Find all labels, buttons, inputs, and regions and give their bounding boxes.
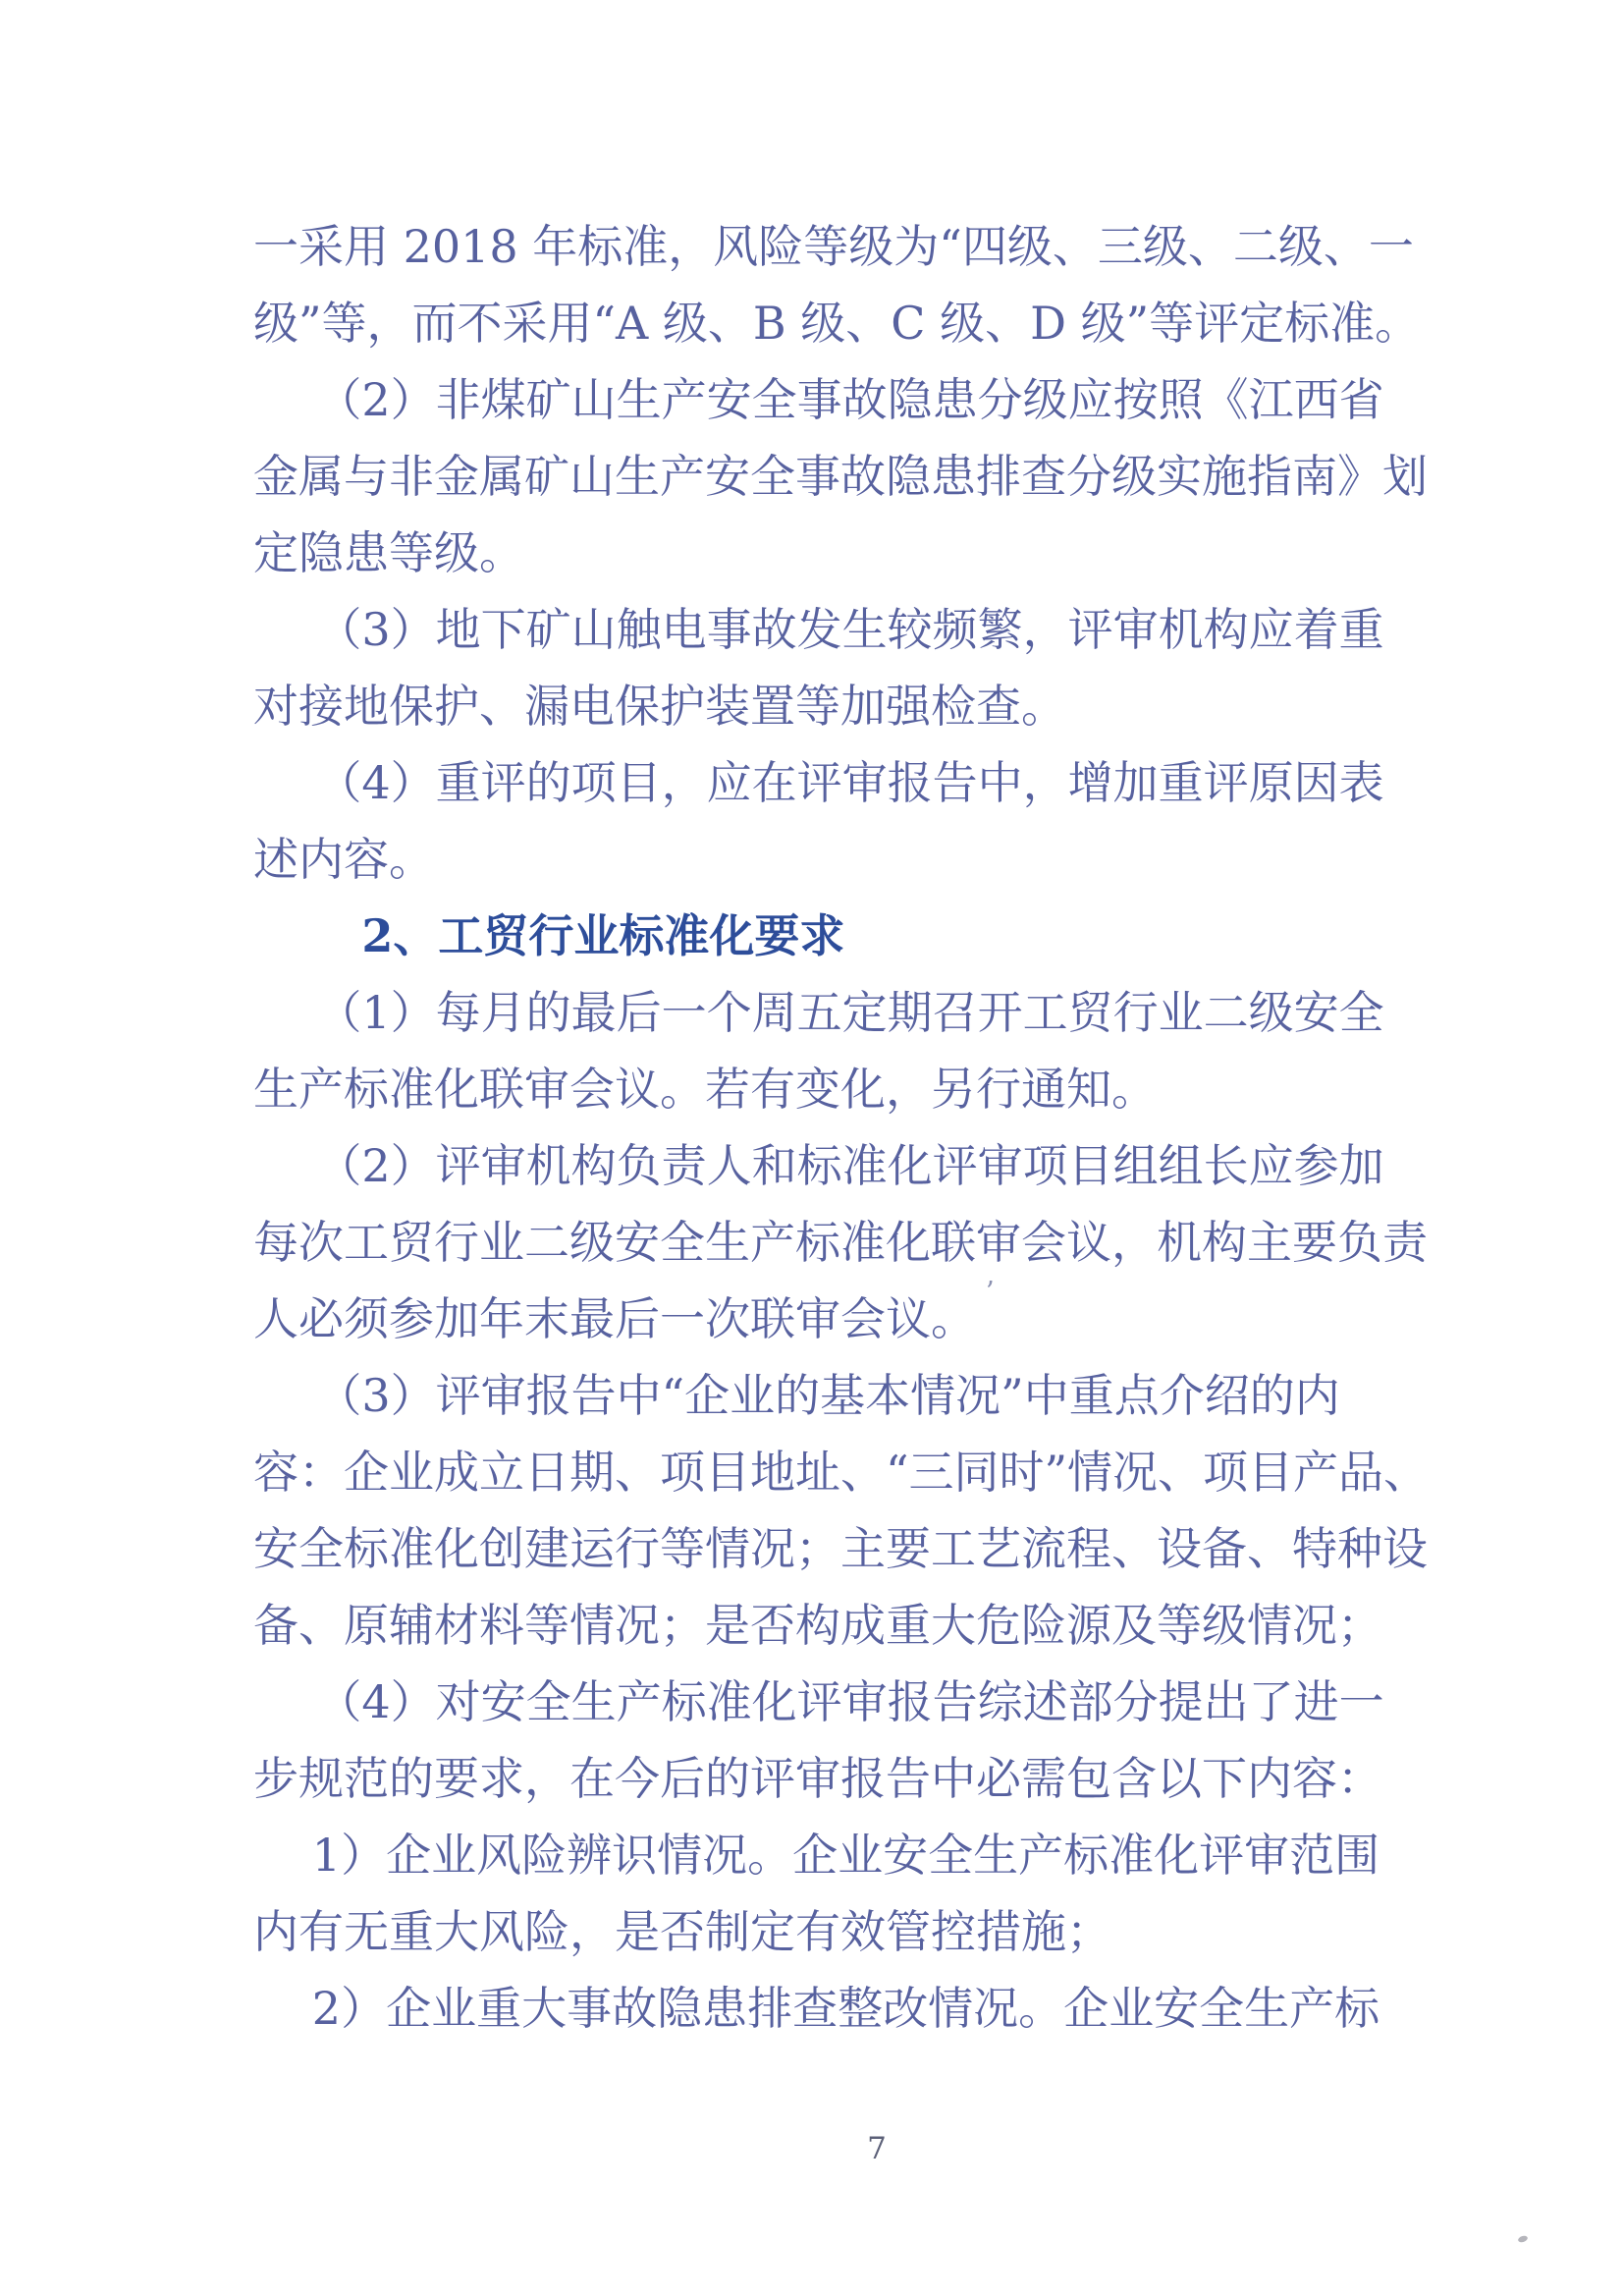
text-line: 对接地保护、漏电保护装置等加强检查。 bbox=[253, 680, 1066, 733]
paragraph-start: （2）非煤矿山生产安全事故隐患分级应按照《江西省 bbox=[316, 373, 1384, 426]
text-line: 述内容。 bbox=[253, 833, 434, 886]
text-line: 人必须参加年末最后一次联审会议。 bbox=[253, 1292, 976, 1345]
list-item-start: 2）企业重大事故隐患排查整改情况。企业安全生产标 bbox=[311, 1982, 1380, 2035]
text-line: 一采用 2018 年标准，风险等级为“四级、三级、二级、一 bbox=[253, 220, 1414, 273]
paragraph-start: （3）地下矿山触电事故发生较频繁，评审机构应着重 bbox=[316, 603, 1384, 656]
text-line: 安全标准化创建运行等情况；主要工艺流程、设备、特种设 bbox=[253, 1522, 1428, 1575]
list-item-start: 1）企业风险辨识情况。企业安全生产标准化评审范围 bbox=[311, 1829, 1380, 1882]
paragraph-start: （1）每月的最后一个周五定期召开工贸行业二级安全 bbox=[316, 986, 1384, 1039]
paragraph-start: （3）评审报告中“企业的基本情况”中重点介绍的内 bbox=[316, 1369, 1340, 1422]
section-heading: 2、工贸行业标准化要求 bbox=[361, 909, 845, 962]
text-line: 生产标准化联审会议。若有变化，另行通知。 bbox=[253, 1063, 1157, 1116]
text-line: 备、原辅材料等情况；是否构成重大危险源及等级情况； bbox=[253, 1599, 1382, 1652]
text-line: 每次工贸行业二级安全生产标准化联审会议，机构主要负责 bbox=[253, 1216, 1428, 1269]
document-body bbox=[253, 208, 1441, 2047]
text-line: 步规范的要求，在今后的评审报告中必需包含以下内容： bbox=[253, 1752, 1382, 1805]
text-line: 内有无重大风险，是否制定有效管控措施； bbox=[253, 1905, 1111, 1958]
paragraph-start: （4）对安全生产标准化评审报告综述部分提出了进一 bbox=[316, 1675, 1384, 1728]
paragraph-start: （2）评审机构负责人和标准化评审项目组组长应参加 bbox=[316, 1139, 1384, 1192]
paragraph-start: （4）重评的项目，应在评审报告中，增加重评原因表 bbox=[316, 756, 1384, 809]
text-line: 金属与非金属矿山生产安全事故隐患排查分级实施指南》划 bbox=[253, 450, 1428, 503]
page-number: 7 bbox=[867, 2131, 887, 2166]
ink-speck bbox=[1517, 2235, 1528, 2244]
text-line: 容：企业成立日期、项目地址、“三同时”情况、项目产品、 bbox=[253, 1446, 1430, 1499]
stray-ink-mark: ʼ bbox=[985, 1276, 994, 1308]
text-line: 级”等，而不采用“A 级、B 级、C 级、D 级”等评定标准。 bbox=[253, 297, 1421, 350]
text-line: 定隐患等级。 bbox=[253, 526, 524, 579]
